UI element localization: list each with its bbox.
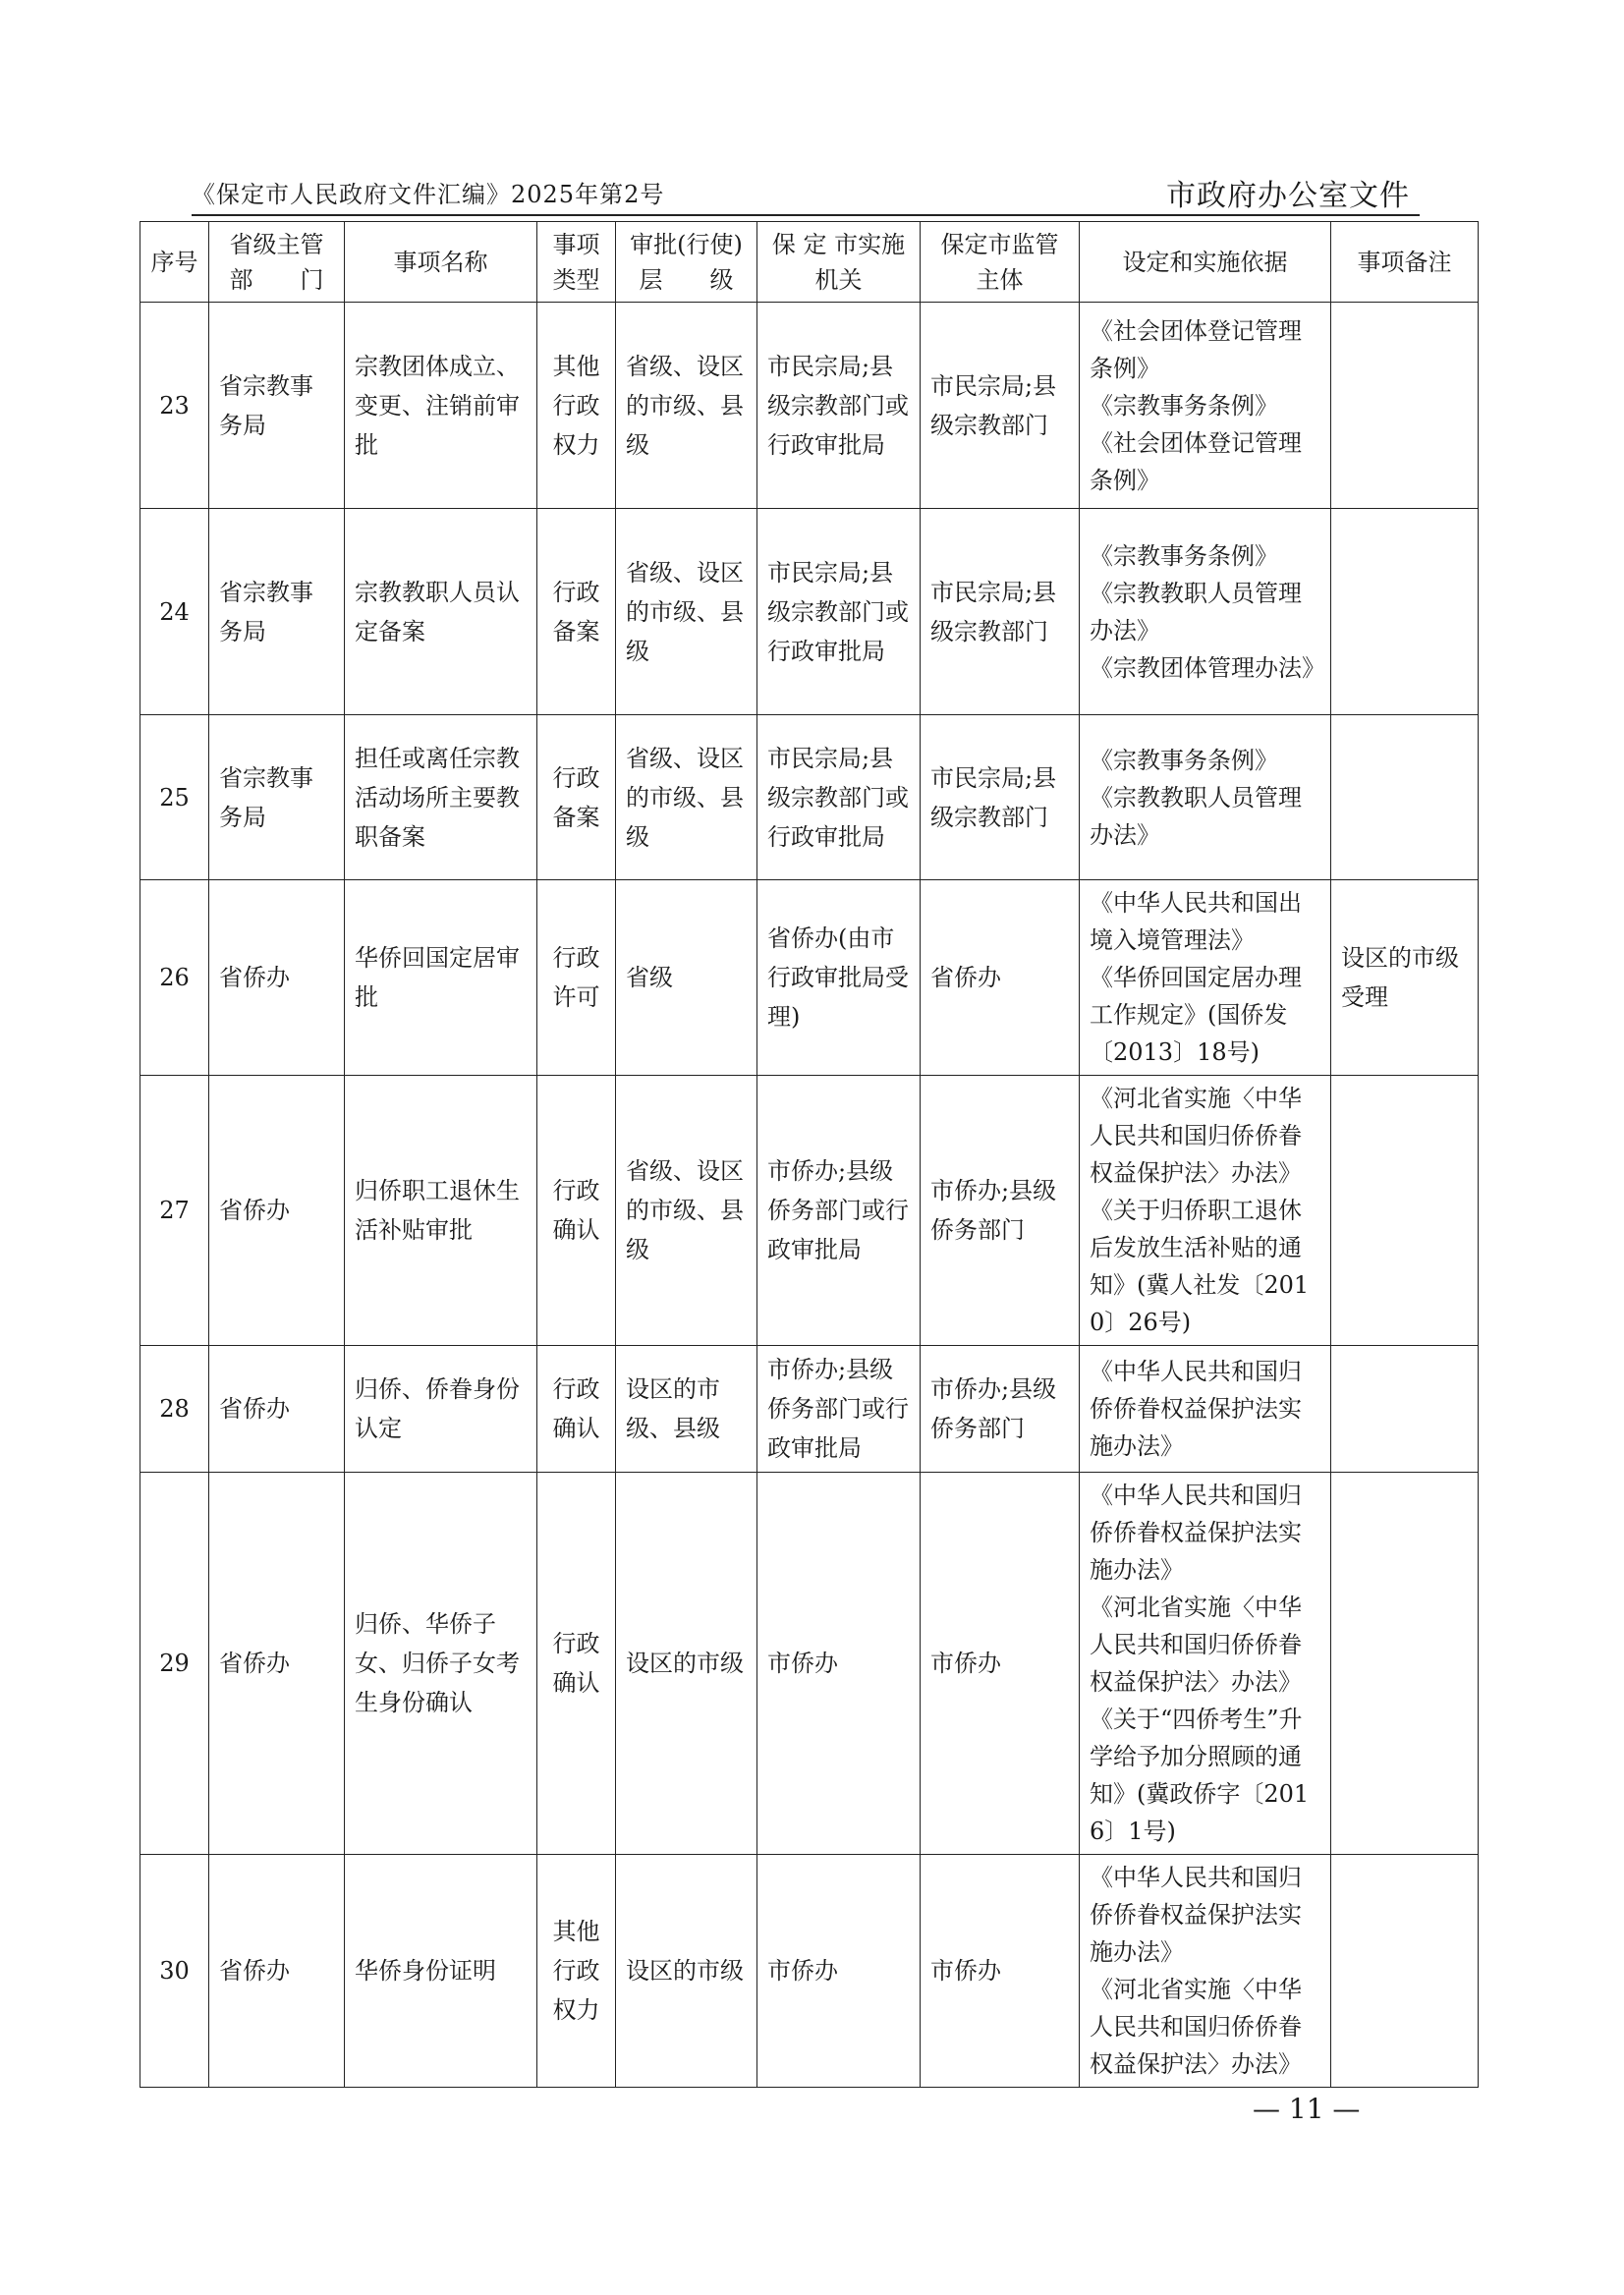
col-header: 事项备注 — [1331, 222, 1479, 303]
basis-item: 《宗教事务条例》 — [1090, 746, 1278, 774]
row-number: 30 — [140, 1855, 209, 2088]
basis-item: 《宗教教职人员管理办法》 — [1090, 579, 1302, 644]
page-number: — 11 — — [1253, 2093, 1361, 2125]
basis-item: 《河北省实施〈中华人民共和国归侨侨眷权益保护法〉办法》 — [1090, 1085, 1302, 1187]
org-cell: 市侨办;县级侨务部门或行政审批局 — [757, 1346, 921, 1473]
basis-item: 《宗教事务条例》 — [1090, 541, 1278, 570]
row-number: 26 — [140, 880, 209, 1076]
basis-item: 《河北省实施〈中华人民共和国归侨侨眷权益保护法〉办法》 — [1090, 1594, 1302, 1696]
supervisor-cell: 省侨办 — [921, 880, 1080, 1076]
col-header: 事项类型 — [537, 222, 616, 303]
note-cell — [1331, 1076, 1479, 1346]
dept-cell: 省侨办 — [209, 1076, 345, 1346]
note-cell — [1331, 509, 1479, 715]
supervisor-cell: 市侨办 — [921, 1855, 1080, 2088]
basis-item: 《宗教团体管理办法》 — [1090, 653, 1325, 682]
table-header-row — [140, 222, 1479, 303]
item-name-cell: 华侨身份证明 — [345, 1855, 537, 2088]
item-type-cell: 行政确认 — [537, 1076, 616, 1346]
col-header: 序号 — [140, 222, 209, 303]
item-type-cell: 行政确认 — [537, 1473, 616, 1855]
row-number: 24 — [140, 509, 209, 715]
basis-item: 《河北省实施〈中华人民共和国归侨侨眷权益保护法〉办法》 — [1090, 1976, 1302, 2078]
item-name-cell: 宗教团体成立、变更、注销前审批 — [345, 303, 537, 509]
basis-item: 《中华人民共和国归侨侨眷权益保护法实施办法》 — [1090, 1358, 1302, 1460]
item-name-cell: 宗教教职人员认定备案 — [345, 509, 537, 715]
table-row — [140, 1473, 1479, 1855]
item-type-cell: 行政许可 — [537, 880, 616, 1076]
col-header: 审批(行使)层 级 — [616, 222, 757, 303]
note-cell — [1331, 303, 1479, 509]
item-name-cell: 担任或离任宗教活动场所主要教职备案 — [345, 715, 537, 880]
col-header: 事项名称 — [345, 222, 537, 303]
item-type-cell: 其他行政权力 — [537, 303, 616, 509]
dept-cell: 省宗教事务局 — [209, 509, 345, 715]
item-name-cell: 归侨、华侨子女、归侨子女考生身份确认 — [345, 1473, 537, 1855]
org-cell: 市民宗局;县级宗教部门或行政审批局 — [757, 715, 921, 880]
basis-cell — [1080, 880, 1331, 1076]
level-cell: 省级、设区的市级、县级 — [616, 509, 757, 715]
item-type-cell: 其他行政权力 — [537, 1855, 616, 2088]
basis-cell — [1080, 303, 1331, 509]
row-number: 25 — [140, 715, 209, 880]
basis-item: 《社会团体登记管理条例》 — [1090, 316, 1302, 382]
supervisor-cell: 市民宗局;县级宗教部门 — [921, 509, 1080, 715]
dept-cell: 省宗教事务局 — [209, 715, 345, 880]
table-row — [140, 880, 1479, 1076]
basis-cell — [1080, 509, 1331, 715]
level-cell: 设区的市级、县级 — [616, 1346, 757, 1473]
basis-item: 《中华人民共和国出境入境管理法》 — [1090, 889, 1302, 954]
table-row — [140, 715, 1479, 880]
org-cell: 市侨办;县级侨务部门或行政审批局 — [757, 1076, 921, 1346]
note-cell — [1331, 1855, 1479, 2088]
table-row — [140, 1855, 1479, 2088]
org-cell: 市民宗局;县级宗教部门或行政审批局 — [757, 303, 921, 509]
basis-item: 《宗教教职人员管理办法》 — [1090, 783, 1302, 849]
table-row — [140, 1076, 1479, 1346]
document-series-title: 《保定市人民政府文件汇编》2025年第2号 — [192, 181, 665, 208]
basis-item: 《社会团体登记管理条例》 — [1090, 428, 1302, 494]
matters-table — [140, 221, 1479, 2088]
basis-cell — [1080, 1076, 1331, 1346]
basis-cell — [1080, 1855, 1331, 2088]
dept-cell: 省宗教事务局 — [209, 303, 345, 509]
row-number: 27 — [140, 1076, 209, 1346]
org-cell: 省侨办(由市行政审批局受理) — [757, 880, 921, 1076]
note-cell — [1331, 1346, 1479, 1473]
office-document-label: 市政府办公室文件 — [1166, 179, 1410, 213]
level-cell: 设区的市级 — [616, 1473, 757, 1855]
dept-cell: 省侨办 — [209, 1346, 345, 1473]
table-row — [140, 303, 1479, 509]
level-cell: 省级、设区的市级、县级 — [616, 1076, 757, 1346]
row-number: 23 — [140, 303, 209, 509]
note-cell — [1331, 1473, 1479, 1855]
dept-cell: 省侨办 — [209, 1473, 345, 1855]
table-row — [140, 1346, 1479, 1473]
item-name-cell: 华侨回国定居审批 — [345, 880, 537, 1076]
org-cell: 市侨办 — [757, 1855, 921, 2088]
level-cell: 设区的市级 — [616, 1855, 757, 2088]
col-header: 设定和实施依据 — [1080, 222, 1331, 303]
basis-item: 《中华人民共和国归侨侨眷权益保护法实施办法》 — [1090, 1482, 1302, 1584]
level-cell: 省级、设区的市级、县级 — [616, 715, 757, 880]
note-cell: 设区的市级受理 — [1331, 880, 1479, 1076]
basis-item: 《华侨回国定居办理工作规定》(国侨发〔2013〕18号) — [1090, 964, 1302, 1066]
basis-cell — [1080, 1346, 1331, 1473]
item-type-cell: 行政备案 — [537, 509, 616, 715]
col-header: 省级主管部 门 — [209, 222, 345, 303]
basis-cell — [1080, 715, 1331, 880]
item-type-cell: 行政备案 — [537, 715, 616, 880]
basis-cell — [1080, 1473, 1331, 1855]
supervisor-cell: 市民宗局;县级宗教部门 — [921, 715, 1080, 880]
supervisor-cell: 市民宗局;县级宗教部门 — [921, 303, 1080, 509]
basis-item: 《关于“四侨考生”升学给予加分照顾的通知》(冀政侨字〔2016〕1号) — [1090, 1706, 1310, 1845]
header-rule — [192, 214, 1420, 216]
org-cell: 市侨办 — [757, 1473, 921, 1855]
row-number: 29 — [140, 1473, 209, 1855]
supervisor-cell: 市侨办;县级侨务部门 — [921, 1076, 1080, 1346]
basis-item: 《关于归侨职工退休后发放生活补贴的通知》(冀人社发〔2010〕26号) — [1090, 1197, 1310, 1336]
dept-cell: 省侨办 — [209, 1855, 345, 2088]
supervisor-cell: 市侨办 — [921, 1473, 1080, 1855]
col-header: 保定市监管主体 — [921, 222, 1080, 303]
note-cell — [1331, 715, 1479, 880]
dept-cell: 省侨办 — [209, 880, 345, 1076]
level-cell: 省级 — [616, 880, 757, 1076]
item-name-cell: 归侨职工退休生活补贴审批 — [345, 1076, 537, 1346]
item-type-cell: 行政确认 — [537, 1346, 616, 1473]
item-name-cell: 归侨、侨眷身份认定 — [345, 1346, 537, 1473]
basis-item: 《宗教事务条例》 — [1090, 391, 1278, 420]
table-row — [140, 509, 1479, 715]
basis-item: 《中华人民共和国归侨侨眷权益保护法实施办法》 — [1090, 1864, 1302, 1966]
row-number: 28 — [140, 1346, 209, 1473]
supervisor-cell: 市侨办;县级侨务部门 — [921, 1346, 1080, 1473]
col-header: 保 定 市实施机关 — [757, 222, 921, 303]
level-cell: 省级、设区的市级、县级 — [616, 303, 757, 509]
org-cell: 市民宗局;县级宗教部门或行政审批局 — [757, 509, 921, 715]
